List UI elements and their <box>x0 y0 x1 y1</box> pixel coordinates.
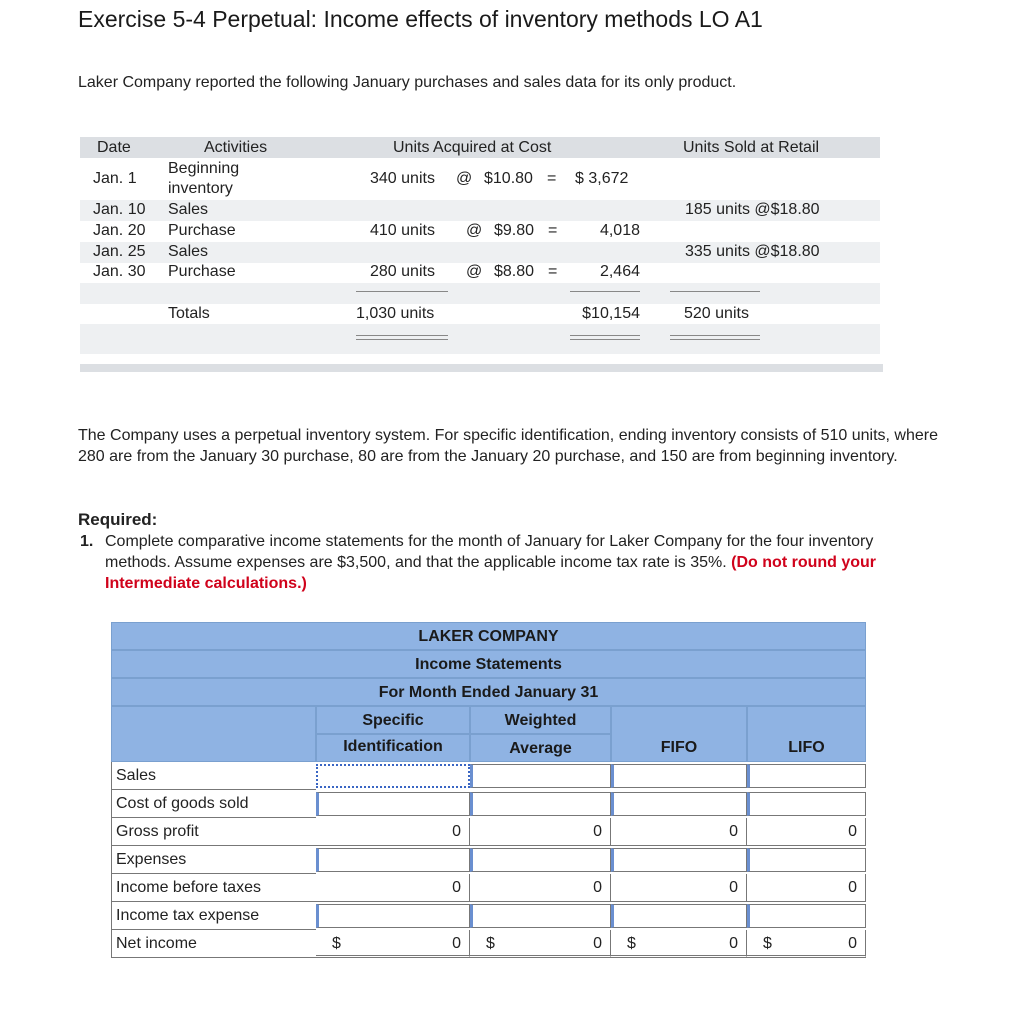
row-date: Jan. 10 <box>93 201 146 218</box>
net-income-fifo: 0 <box>611 930 747 958</box>
row-eq: = <box>548 263 558 280</box>
row-units: 410 units <box>370 222 435 239</box>
col-header-weighted: Weighted <box>470 706 611 734</box>
required-number: 1. <box>80 533 94 550</box>
expenses-weighted-input[interactable] <box>470 848 611 872</box>
net-income-weighted: 0 <box>470 930 611 958</box>
intro-text: Laker Company reported the following January purchases and sales data for its only product. <box>78 74 737 91</box>
row-date: Jan. 20 <box>93 222 146 239</box>
col-header-specific: Specific <box>316 706 470 734</box>
header-activities: Activities <box>204 139 268 156</box>
cogs-weighted-input[interactable] <box>470 792 611 816</box>
row-cost: $9.80 <box>494 222 535 239</box>
expenses-fifo-input[interactable] <box>611 848 747 872</box>
totals-units: 1,030 units <box>356 305 435 322</box>
row-units: 280 units <box>370 263 435 280</box>
gross-profit-fifo: 0 <box>611 818 747 846</box>
row-sold: 335 units @$18.80 <box>685 243 820 260</box>
gross-profit-weighted: 0 <box>470 818 611 846</box>
totals-label: Totals <box>168 305 210 322</box>
row-label-cogs: Cost of goods sold <box>111 790 316 818</box>
ibt-fifo: 0 <box>611 874 747 902</box>
gross-profit-specific: 0 <box>316 818 470 846</box>
row-sold: 185 units @$18.80 <box>685 201 820 218</box>
row-label-expenses: Expenses <box>111 846 316 874</box>
currency-symbol: $ <box>332 935 341 952</box>
company-name: LAKER COMPANY <box>111 622 866 650</box>
col-header-weighted-2: Average <box>470 734 611 762</box>
row-cost: $8.80 <box>494 263 535 280</box>
row-at: @ <box>466 222 483 239</box>
cogs-fifo-input[interactable] <box>611 792 747 816</box>
net-income-specific: 0 <box>316 930 470 958</box>
statement-period: For Month Ended January 31 <box>111 678 866 706</box>
totals-sold: 520 units <box>684 305 749 322</box>
row-activity: Purchase <box>168 263 236 280</box>
tax-weighted-input[interactable] <box>470 904 611 928</box>
row-activity: Sales <box>168 201 209 218</box>
row-eq: = <box>548 222 558 239</box>
row-date: Jan. 30 <box>93 263 146 280</box>
header-acquired: Units Acquired at Cost <box>393 139 552 156</box>
row-total: 2,464 <box>599 263 640 280</box>
totals-cost: $10,154 <box>582 305 640 322</box>
section-divider <box>80 364 883 372</box>
tax-fifo-input[interactable] <box>611 904 747 928</box>
currency-symbol: $ <box>486 935 495 952</box>
statement-title: Income Statements <box>111 650 866 678</box>
row-label-income-before-taxes: Income before taxes <box>111 874 316 902</box>
row-activity: Sales <box>168 243 209 260</box>
col-header-lifo: LIFO <box>747 706 866 762</box>
col-header-specific-2: Identification <box>316 734 470 762</box>
row-eq: = <box>547 170 557 187</box>
row-activity: Beginning inventory <box>168 160 240 197</box>
tax-lifo-input[interactable] <box>747 904 866 928</box>
row-activity: Purchase <box>168 222 236 239</box>
required-heading: Required: <box>78 510 158 529</box>
expenses-specific-input[interactable] <box>316 848 470 872</box>
row-label-income-tax: Income tax expense <box>111 902 316 930</box>
row-date: Jan. 1 <box>93 170 137 187</box>
currency-symbol: $ <box>763 935 772 952</box>
row-cost: $10.80 <box>484 170 533 187</box>
row-label-sales: Sales <box>111 762 316 790</box>
expenses-lifo-input[interactable] <box>747 848 866 872</box>
ibt-weighted: 0 <box>470 874 611 902</box>
row-total: 4,018 <box>599 222 640 239</box>
row-at: @ <box>466 263 483 280</box>
ibt-lifo: 0 <box>747 874 866 902</box>
row-label-gross-profit: Gross profit <box>111 818 316 846</box>
sales-fifo-input[interactable] <box>611 764 747 788</box>
header-sold: Units Sold at Retail <box>683 139 820 156</box>
header-date: Date <box>97 139 131 156</box>
sales-weighted-input[interactable] <box>470 764 611 788</box>
sales-lifo-input[interactable] <box>747 764 866 788</box>
cogs-specific-input[interactable] <box>316 792 470 816</box>
gross-profit-lifo: 0 <box>747 818 866 846</box>
row-at: @ <box>456 170 473 187</box>
description-paragraph: The Company uses a perpetual inventory system. For specific identification, ending inventory consists of 510 units, where 280 are from the January 30 purchase, 80 are from the January 20 purchase, and 150 are from beginning inventory. <box>78 427 938 465</box>
rounding-note: (Do not round your Intermediate calculations.) <box>105 554 877 592</box>
header-blank <box>111 706 316 762</box>
row-date: Jan. 25 <box>93 243 146 260</box>
sales-specific-input[interactable] <box>316 764 470 788</box>
tax-specific-input[interactable] <box>316 904 470 928</box>
row-label-net-income: Net income <box>111 930 316 958</box>
page-title: Exercise 5-4 Perpetual: Income effects of inventory methods LO A1 <box>78 6 763 32</box>
ibt-specific: 0 <box>316 874 470 902</box>
row-total: $ 3,672 <box>575 170 629 187</box>
currency-symbol: $ <box>627 935 636 952</box>
row-units: 340 units <box>370 170 435 187</box>
cogs-lifo-input[interactable] <box>747 792 866 816</box>
col-header-fifo: FIFO <box>611 706 747 762</box>
net-income-lifo: 0 <box>747 930 866 958</box>
required-text: Complete comparative income statements for the month of January for Laker Company for the four inventory methods. Assume expenses are $3,500, and that the applicable income tax rate is 35%. (Do not round your Intermediate calculations.) <box>105 533 877 592</box>
